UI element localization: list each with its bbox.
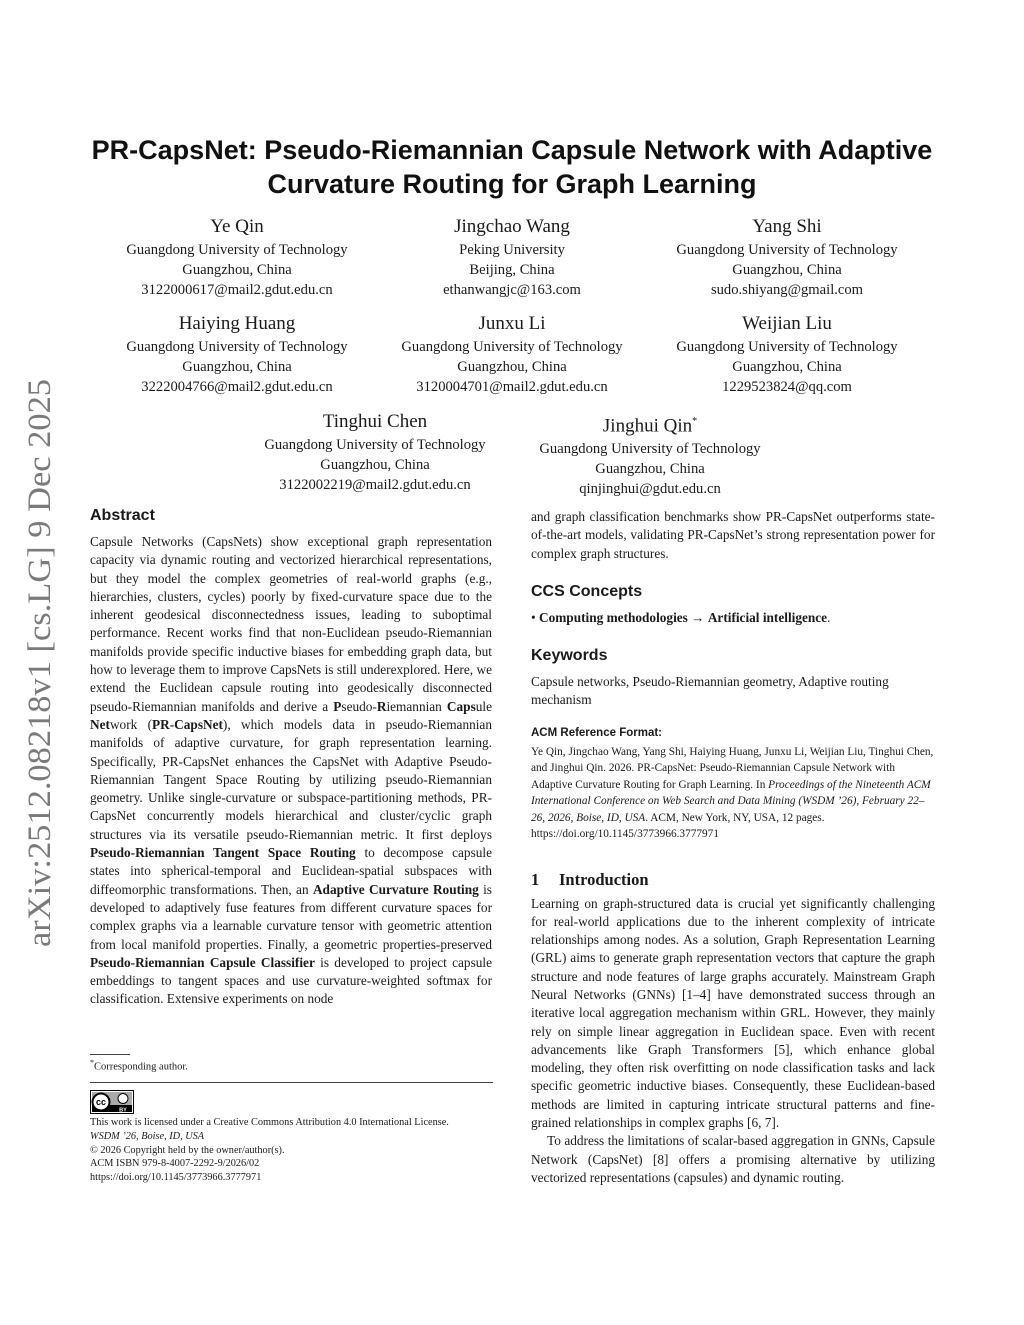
author-block: [647, 312, 927, 397]
license-rule: [90, 1082, 493, 1083]
author-email: 1229523824@qq.com: [722, 379, 852, 395]
author-location: Guangzhou, China: [182, 359, 292, 375]
paper-title: [80, 133, 944, 201]
abstract-bold: Adaptive Curvature Routing: [312, 881, 479, 897]
title-line-2: Curvature Routing for Graph Learning: [267, 169, 757, 199]
reference-proceedings: Proceedings of the Nineteenth ACM International Conference on Web Search and Data Mining (WSDM ’26), February 22–26, 2026, Boise, ID, USA: [531, 778, 931, 824]
abstract-text: to decompose capsule states into spherical-temporal and Euclidean-spatial subspaces with diffeomorphic transformations. Then, an: [90, 845, 492, 897]
author-email: 3120004701@mail2.gdut.edu.cn: [416, 379, 608, 395]
author-block: [372, 215, 652, 300]
cc-by-badge: [90, 1090, 134, 1114]
abstract-bold: R: [376, 698, 387, 714]
reference-heading: ACM Reference Format:: [531, 726, 662, 739]
footnote-rule: [90, 1054, 130, 1055]
ccs-bullet: •: [531, 609, 536, 625]
ccs-arrow: →: [687, 609, 708, 625]
author-name: Haiying Huang: [178, 313, 296, 334]
author-name: Jinghui Qin: [602, 415, 693, 437]
ccs-heading: CCS Concepts: [531, 582, 643, 600]
reference-text: Ye Qin, Jingchao Wang, Yang Shi, Haiying Huang, Junxu Li, Weijian Liu, Tinghui Chen, and Jinghui Qin. 2026. PR-CapsNet: Pseudo-Riemannian Capsule Network with Adaptive Curvature Routing for Graph Learning. In: [531, 746, 934, 791]
abstract-bold: P: [333, 698, 342, 714]
abstract-text: Capsule Networks (CapsNets) show exceptional graph representation capacity via dynamic routing and vectorized hierarchical representations, but they model the complex geometries of real-world graphs (e.g., hierarchies, clusters, cycles) poorly by fixed-curvature space due to the inherent geodesical disconnectedness issues, leading to suboptimal performance. Recent works find that non-Euclidean pseudo-Riemannian manifolds provide specific inductive biases for embedding graph data, but how to leverage them to improve CapsNets is still underexplored. Here, we extend the Euclidean capsule routing into geodesically disconnected pseudo-Riemannian manifolds and derive a: [90, 534, 492, 714]
author-block: [372, 312, 652, 397]
abstract-text: ule: [475, 698, 492, 714]
author-name: Weijian Liu: [742, 313, 832, 334]
license-line: ACM ISBN 979-8-4007-2292-9/2026/02: [90, 1158, 260, 1170]
abstract-text: work (: [109, 716, 153, 732]
reference-text: . ACM, New York, NY, USA, 12 pages. https://doi.org/10.1145/3773966.3777971: [531, 811, 825, 841]
author-name: Ye Qin: [210, 216, 264, 237]
author-email: qinjinghui@gdut.edu.cn: [579, 481, 721, 498]
intro-heading: [531, 869, 935, 891]
abstract-bold: Pseudo-Riemannian Tangent Space Routing: [90, 845, 356, 861]
abstract-body: [90, 533, 492, 1009]
abstract-bold: Net: [90, 716, 110, 732]
author-email: ethanwangjc@163.com: [443, 282, 581, 298]
author-name: Junxu Li: [478, 313, 546, 334]
abstract-heading: Abstract: [90, 507, 155, 524]
author-affiliation: Guangdong University of Technology: [539, 441, 761, 458]
by-badge-text: BY: [119, 1107, 127, 1114]
author-location: Beijing, China: [469, 262, 555, 278]
author-affiliation: Peking University: [459, 242, 565, 258]
license-venue: WSDM ’26, Boise, ID, USA: [90, 1130, 205, 1142]
intro-paragraph-2: To address the limitations of scalar-based aggregation in GNNs, Capsule Network (CapsNet) [8] offers a promising alternative by utilizing vectorized representations (capsules) and dynamic routing.: [531, 1133, 935, 1185]
footnote: [90, 1058, 188, 1073]
license-line: © 2026 Copyright held by the owner/author(s).: [90, 1144, 285, 1156]
abstract-bold: Caps: [446, 698, 476, 714]
license-line: This work is licensed under a Creative Commons Attribution 4.0 International License.: [90, 1117, 449, 1128]
abstract-bold: Pseudo-Riemannian Capsule Classifier: [90, 954, 315, 970]
abstract-text: iemannian: [386, 698, 447, 714]
author-email: 3122002219@mail2.gdut.edu.cn: [279, 477, 471, 493]
abstract-text: is developed to adaptively fuse features from different curvature spaces for complex graphs via a learnable curvature tensor with geometric attention from local manifold properties. Finally, a geometric properties-preserved: [90, 881, 492, 952]
ccs-end: .: [827, 609, 831, 625]
license-doi[interactable]: https://doi.org/10.1145/3773966.3777971: [90, 1172, 262, 1184]
left-column: [90, 505, 492, 1009]
footnote-text: Corresponding author.: [94, 1061, 188, 1073]
author-block: [97, 215, 377, 300]
author-affiliation: Guangdong University of Technology: [126, 242, 348, 258]
intro-paragraph-1: Learning on graph-structured data is crucial yet significantly challenging for real-world applications due to the inherent complexity of intricate relationships among nodes. As a solution, Graph Representation Learning (GRL) aims to generate graph representation vectors that capture the graph structure and node features of large graphs accurately. Mainstream Graph Neural Networks (GNNs) [1–4] have demonstrated success through an iterative local aggregation mechanism within GRL. However, they mainly rely on simple linear aggregation in Euclidean space. Even with recent advancements like Graph Transformers [5], which enhance global modeling, they often risk overfitting on node classification tasks and lack specific geometric inductive biases. Consequently, these Euclidean-based methods are limited in capturing intricate structural patterns and fine-grained relationships in complex graphs [6, 7].: [531, 895, 935, 1131]
author-affiliation: Guangdong University of Technology: [264, 437, 486, 453]
author-location: Guangzhou, China: [732, 262, 842, 278]
author-affiliation: Guangdong University of Technology: [676, 339, 898, 355]
reference-body: [531, 744, 935, 842]
ccs-concept: [531, 609, 935, 627]
author-email: sudo.shiyang@gmail.com: [710, 282, 864, 298]
footnote-mark: *: [90, 1058, 94, 1067]
author-name: Jingchao Wang: [454, 216, 570, 237]
author-affiliation: Guangdong University of Technology: [401, 339, 623, 355]
cc-badge-text: cc: [95, 1097, 107, 1107]
abstract-bold: PR-CapsNet: [152, 716, 223, 732]
abstract-text: ), which models data in pseudo-Riemannian manifolds of adaptive curvature, for graph representation learning. Specifically, PR-CapsNet enhances the CapsNet with Adaptive Pseudo-Riemannian Tangent Space Routing by utilizing pseudo-Riemannian geometry. Unlike single-curvature or subspace-partitioning methods, PR-CapsNet concurrently models hierarchical and cluster/cyclic graph structures via its versatile pseudo-Riemannian metric. It first deploys: [90, 716, 492, 842]
author-block: [647, 215, 927, 300]
license-block: [90, 1116, 500, 1185]
author-name: Yang Shi: [752, 216, 822, 237]
author-email: 3122000617@mail2.gdut.edu.cn: [141, 282, 333, 298]
abstract-text: is developed to project capsule embeddings to tangent spaces and use curvature-weighted softmax for classification. Extensive experiments on node: [90, 954, 492, 1007]
ccs-concept-sub: Artificial intelligence: [707, 609, 828, 625]
author-location: Guangzhou, China: [182, 262, 292, 278]
abstract-continued: and graph classification benchmarks show PR-CapsNet outperforms state-of-the-art models, validating PR-CapsNet’s strong representation power for complex graph structures.: [531, 509, 935, 561]
author-block: [97, 312, 377, 397]
author-location: Guangzhou, China: [595, 461, 705, 478]
author-name-line: [510, 410, 790, 438]
intro-section-number: 1: [531, 869, 540, 889]
right-column: [531, 508, 935, 1187]
keywords-heading: Keywords: [531, 647, 608, 665]
author-block: [235, 410, 515, 495]
intro-title: Introduction: [559, 869, 649, 889]
author-location: Guangzhou, China: [320, 457, 430, 473]
title-line-1: PR-CapsNet: Pseudo-Riemannian Capsule Network with Adaptive: [91, 135, 933, 165]
author-email: 3222004766@mail2.gdut.edu.cn: [141, 379, 333, 395]
author-location: Guangzhou, China: [732, 359, 842, 375]
author-name: Tinghui Chen: [322, 411, 428, 432]
author-block: [510, 410, 790, 499]
corresponding-author-mark: *: [692, 416, 698, 427]
author-affiliation: Guangdong University of Technology: [126, 339, 348, 355]
author-affiliation: Guangdong University of Technology: [676, 242, 898, 258]
keywords-text: Capsule networks, Pseudo-Riemannian geometry, Adaptive routing mechanism: [531, 674, 889, 708]
author-location: Guangzhou, China: [457, 359, 567, 375]
arxiv-sidebar-id: [6, 375, 66, 950]
ccs-concept-main: Computing methodologies: [538, 609, 688, 625]
abstract-text: seudo-: [341, 698, 377, 714]
arxiv-id-text: arXiv:2512.08218v1 [cs.LG] 9 Dec 2025: [22, 402, 58, 947]
